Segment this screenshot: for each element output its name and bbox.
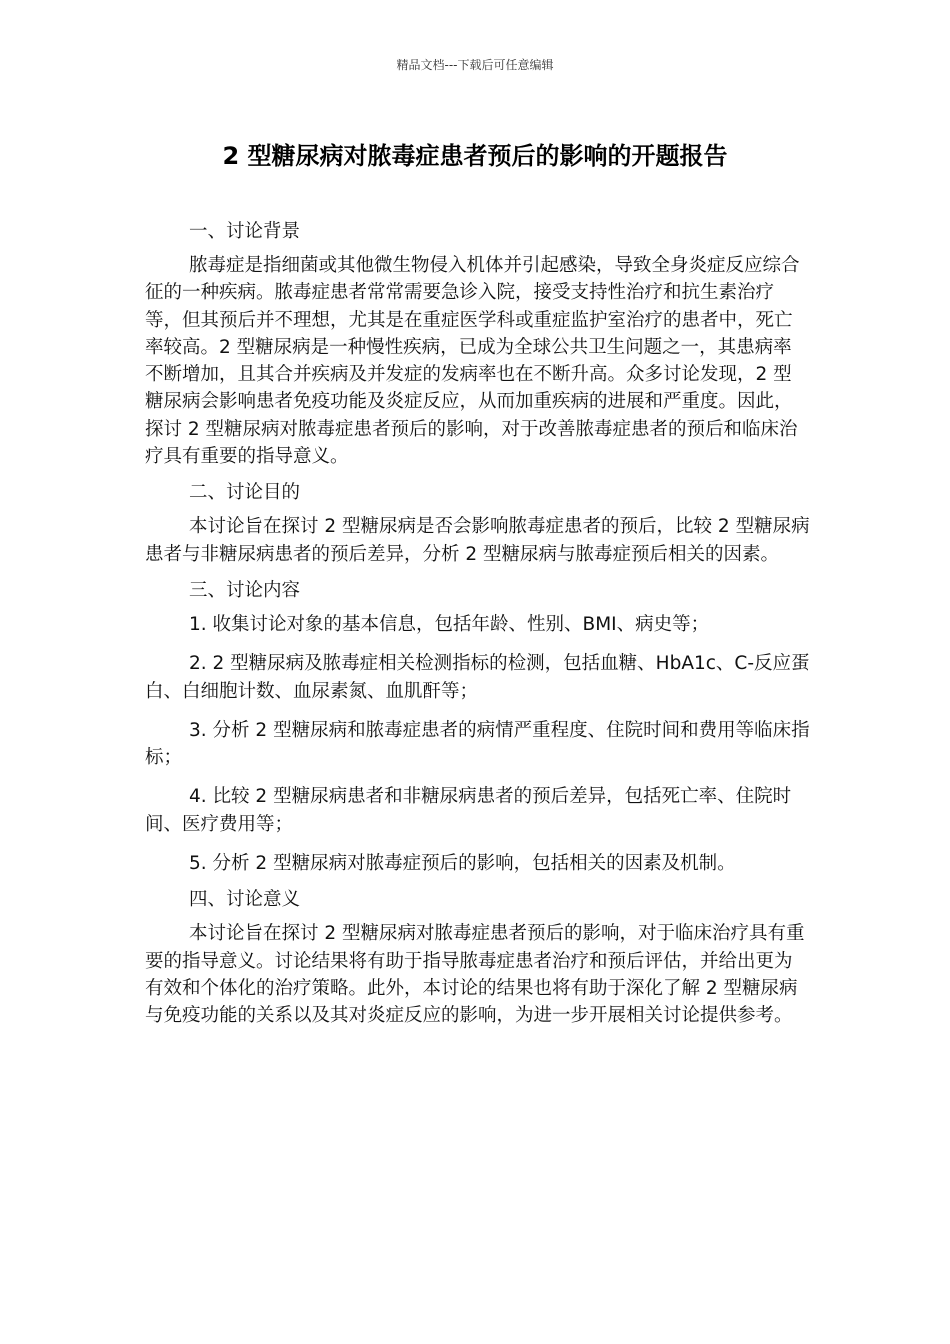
purpose-paragraph: 本讨论旨在探讨 2 型糖尿病是否会影响脓毒症患者的预后，比较 2 型糖尿病患者与非糖尿病患者的预后差异，分析 2 型糖尿病与脓毒症预后相关的因素。 xyxy=(145,516,810,565)
section-heading-content: 三、讨论内容 xyxy=(189,579,301,601)
document-body xyxy=(145,212,810,1030)
section-heading-significance: 四、讨论意义 xyxy=(189,889,301,911)
section-heading-purpose: 二、讨论目的 xyxy=(189,482,301,504)
list-item: 4. 比较 2 型糖尿病患者和非糖尿病患者的预后差异，包括死亡率、住院时间、医疗费用等； xyxy=(145,786,792,835)
list-item: 1. 收集讨论对象的基本信息，包括年龄、性别、BMI、病史等； xyxy=(189,613,710,635)
list-item: 2. 2 型糖尿病及脓毒症相关检测指标的检测，包括血糖、HbA1c、C-反应蛋白、白细胞计数、血尿素氮、血肌酐等； xyxy=(145,653,810,702)
background-paragraph: 脓毒症是指细菌或其他微生物侵入机体并引起感染，导致全身炎症反应综合征的一种疾病。脓毒症患者常常需要急诊入院，接受支持性治疗和抗生素治疗等，但其预后并不理想，尤其是在重症医学科或重症监护室治疗的患者中，死亡率较高。2 型糖尿病是一种慢性疾病，已成为全球公共卫生问题之一，其患病率不断增加，且其合并疾病及并发症的发病率也在不断升高。众多讨论发现，2 型糖尿病会影响患者免疫功能及炎症反应，从而加重疾病的进展和严重度。因此，探讨 2 型糖尿病对脓毒症患者预后的影响，对于改善脓毒症患者的预后和临床治疗具有重要的指导意义。 xyxy=(145,255,800,468)
list-item: 5. 分析 2 型糖尿病对脓毒症预后的影响，包括相关的因素及机制。 xyxy=(189,853,736,875)
header-note: 精品文档---下载后可任意编辑 xyxy=(396,58,554,72)
document-title: 2 型糖尿病对脓毒症患者预后的影响的开题报告 xyxy=(222,142,728,170)
section-heading-background: 一、讨论背景 xyxy=(189,221,301,242)
significance-paragraph: 本讨论旨在探讨 2 型糖尿病对脓毒症患者预后的影响，对于临床治疗具有重要的指导意义。讨论结果将有助于指导脓毒症患者治疗和预后评估，并给出更为有效和个体化的治疗策略。此外，本讨论的结果也将有助于深化了解 2 型糖尿病与免疫功能的关系以及其对炎症反应的影响，为进一步开展相关讨论提供参考。 xyxy=(145,923,805,1027)
list-item: 3. 分析 2 型糖尿病和脓毒症患者的病情严重程度、住院时间和费用等临床指标； xyxy=(145,719,810,769)
